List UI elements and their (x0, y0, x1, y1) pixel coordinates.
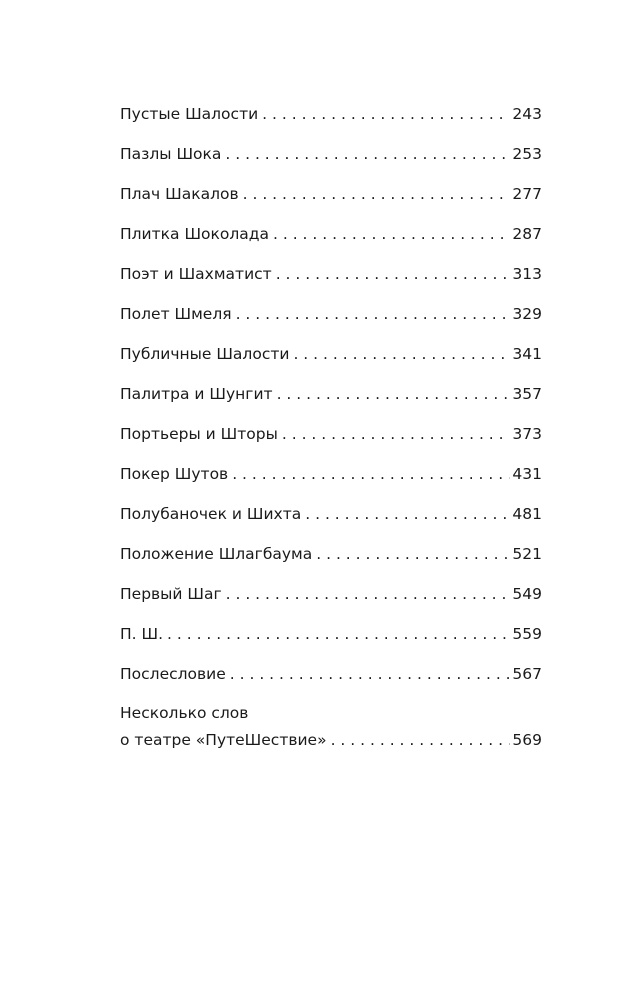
toc-entry-title-line1: Несколько слов (120, 704, 249, 722)
toc-entry (120, 140, 542, 180)
toc-entry-afterword-theatre (120, 700, 542, 756)
dot-leader (225, 140, 510, 168)
toc-entry-title: Портьеры и Шторы (120, 425, 278, 443)
toc-entry (120, 460, 542, 500)
toc-entry (120, 100, 542, 140)
toc-entry-title: Плач Шакалов (120, 185, 239, 203)
toc-entry-page: 559 (512, 625, 542, 643)
dot-leader (167, 620, 510, 648)
toc-entry-title: Пазлы Шока (120, 145, 222, 163)
toc-entry-page: 243 (512, 105, 542, 123)
toc-entry (120, 260, 542, 300)
toc-entry-page: 431 (512, 465, 542, 483)
dot-leader (316, 540, 510, 568)
toc-entry (120, 180, 542, 220)
toc-entry-title: Первый Шаг (120, 585, 222, 603)
toc-entry-page: 277 (512, 185, 542, 203)
toc-entry-title: Полубаночек и Шихта (120, 505, 302, 523)
toc-entry-page: 569 (512, 731, 542, 749)
toc-entry-page: 373 (512, 425, 542, 443)
dot-leader (331, 726, 511, 754)
toc-entry-title: Послесловие (120, 665, 226, 683)
toc-entry-title: П. Ш. (120, 625, 164, 643)
toc-entry (120, 340, 542, 380)
dot-leader (262, 100, 510, 128)
dot-leader (293, 340, 510, 368)
toc-entry-title: Положение Шлагбаума (120, 545, 313, 563)
dot-leader (230, 660, 511, 688)
toc-entry-title-line2: о театре «ПутеШествие» (120, 731, 327, 749)
dot-leader (273, 220, 510, 248)
dot-leader (226, 580, 511, 608)
toc-entry-page: 287 (512, 225, 542, 243)
toc-entry-page: 521 (512, 545, 542, 563)
toc-entry-title: Покер Шутов (120, 465, 229, 483)
toc-entry-title: Публичные Шалости (120, 345, 290, 363)
toc-entry-page: 481 (512, 505, 542, 523)
toc-entry (120, 300, 542, 340)
dot-leader (276, 260, 511, 288)
toc-entry (120, 220, 542, 260)
toc-entry (120, 580, 542, 620)
dot-leader (232, 460, 510, 488)
toc-entry-page: 329 (512, 305, 542, 323)
toc-entry (120, 420, 542, 460)
toc-entry-title: Поэт и Шахматист (120, 265, 272, 283)
toc-entry (120, 660, 542, 700)
toc-entry-title: Палитра и Шунгит (120, 385, 273, 403)
dot-leader (305, 500, 510, 528)
toc-entry (120, 540, 542, 580)
toc-entry-page: 313 (512, 265, 542, 283)
toc-entry-page: 253 (512, 145, 542, 163)
toc-entry-page: 549 (512, 585, 542, 603)
dot-leader (282, 420, 511, 448)
toc-entry-title: Полет Шмеля (120, 305, 232, 323)
toc-entry (120, 380, 542, 420)
toc-entry (120, 500, 542, 540)
dot-leader (243, 180, 511, 208)
table-of-contents (120, 100, 542, 756)
toc-entry-title: Плитка Шоколада (120, 225, 269, 243)
toc-entry-page: 357 (512, 385, 542, 403)
toc-entry-title: Пустые Шалости (120, 105, 259, 123)
toc-entry-page: 567 (512, 665, 542, 683)
toc-entry (120, 620, 542, 660)
toc-entry-page: 341 (512, 345, 542, 363)
dot-leader (236, 300, 511, 328)
dot-leader (277, 380, 511, 408)
